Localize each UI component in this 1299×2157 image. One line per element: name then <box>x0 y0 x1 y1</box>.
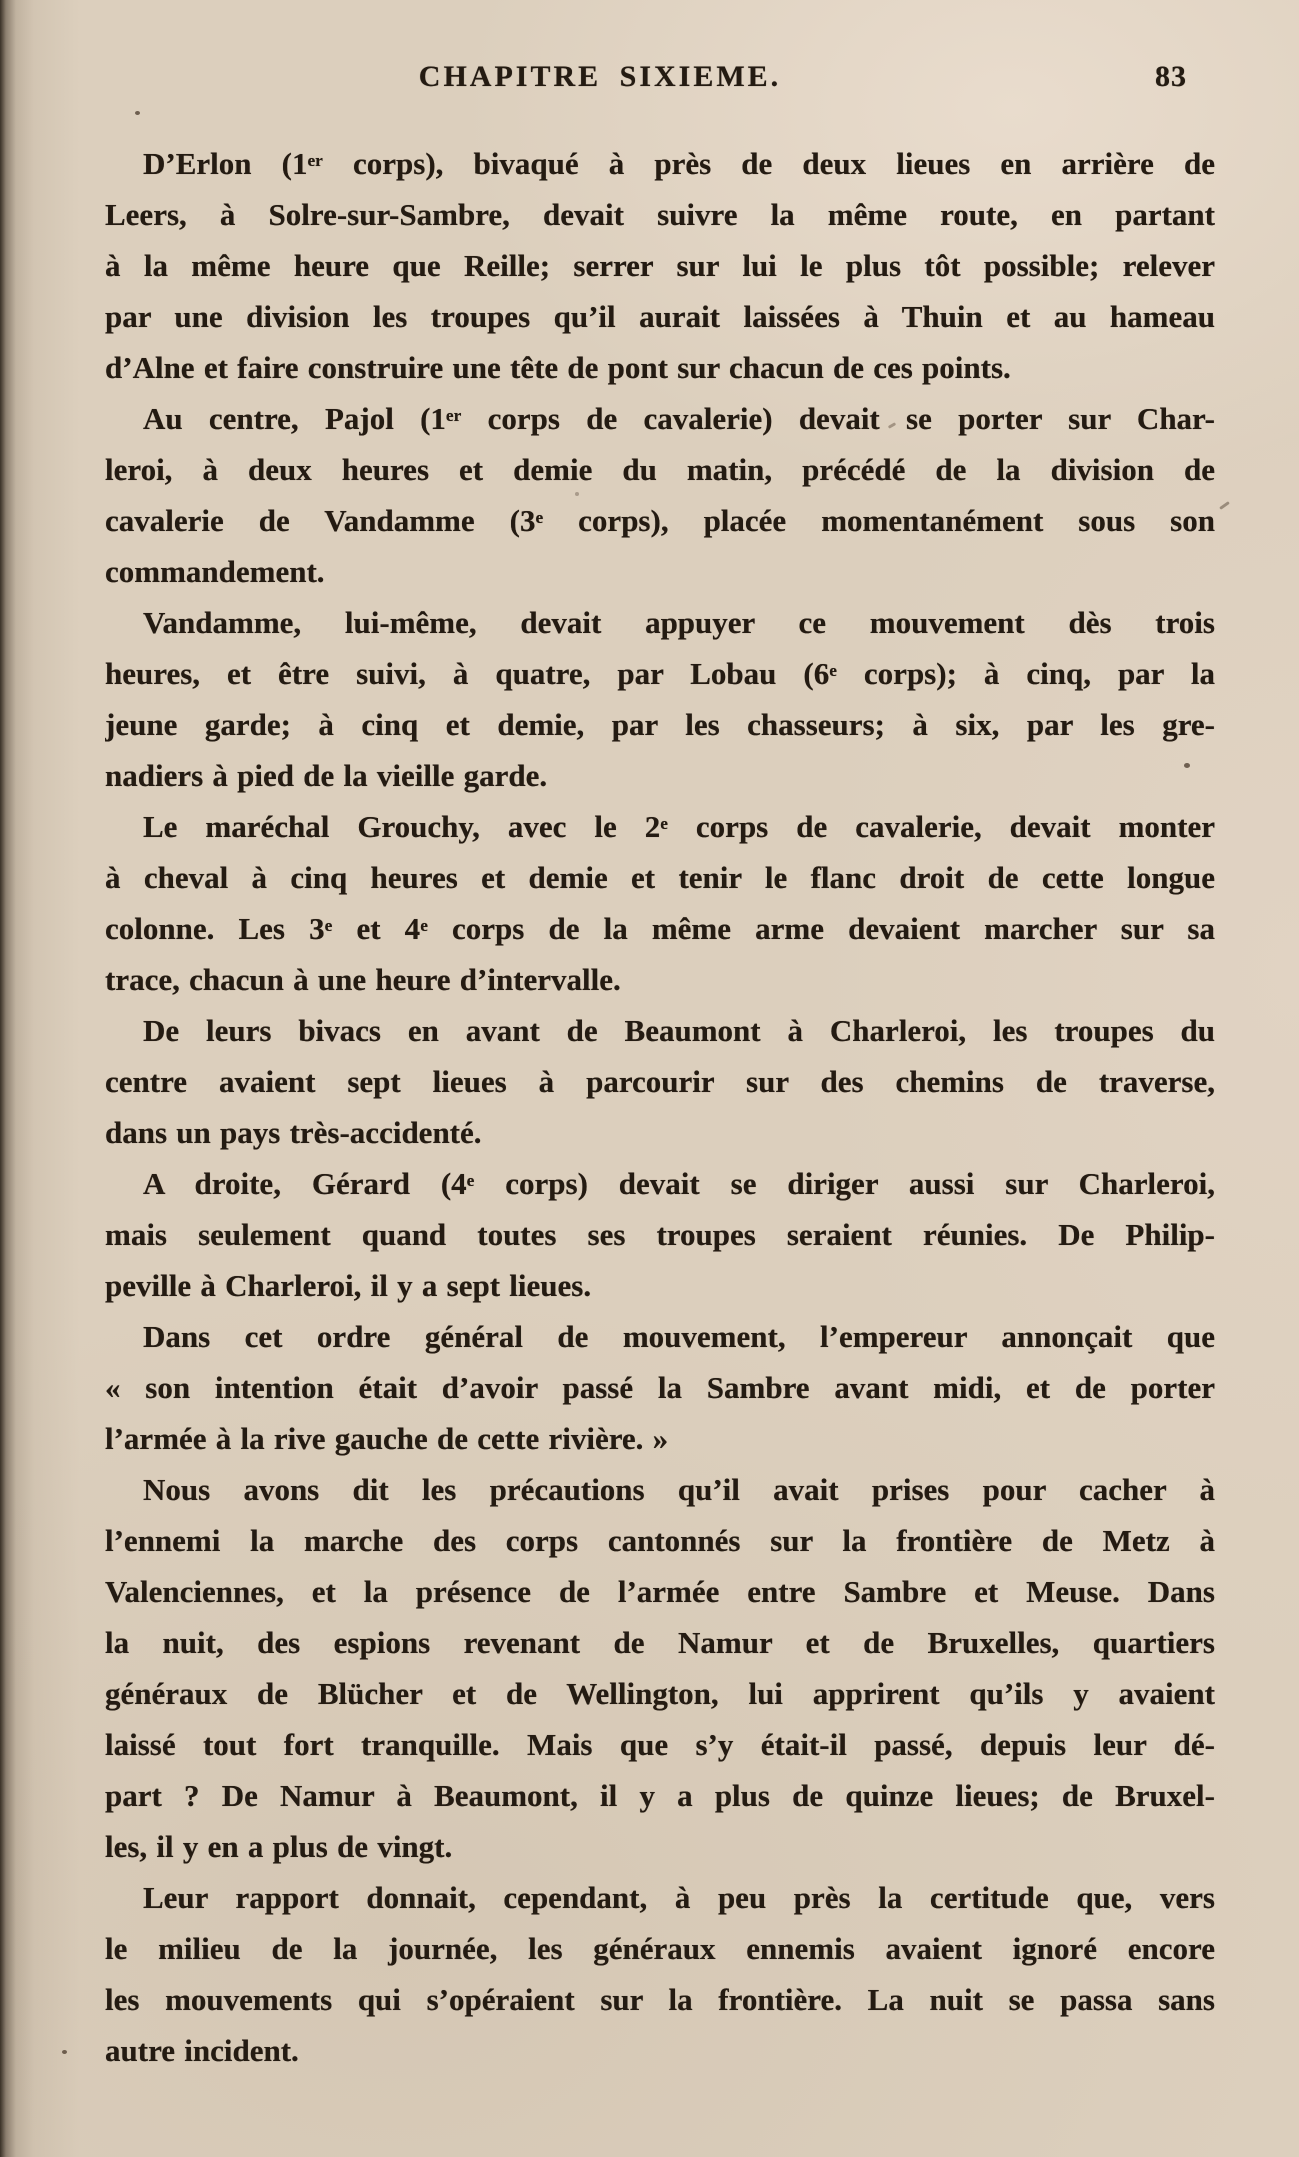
paragraph <box>105 1464 1215 1872</box>
text-line: jeune garde; à cinq et demie, par les chasseurs; à six, par les gre- <box>105 707 1215 742</box>
text-line: Leur rapport donnait, cependant, à peu près la certitude que, vers <box>143 1880 1215 1915</box>
text-line: par une division les troupes qu’il aurait laissées à Thuin et au hameau <box>105 299 1215 334</box>
text-line: autre incident. <box>105 2033 299 2068</box>
text-line: Dans cet ordre général de mouvement, l’empereur annonçait que <box>143 1319 1215 1354</box>
text-line: D’Erlon (1er corps), bivaqué à près de deux lieues en arrière de <box>143 146 1215 181</box>
text-line: généraux de Blücher et de Wellington, lui apprirent qu’ils y avaient <box>105 1676 1215 1711</box>
paragraph <box>105 1158 1215 1311</box>
text-line: Valenciennes, et la présence de l’armée entre Sambre et Meuse. Dans <box>105 1574 1215 1609</box>
text-line: les mouvements qui s’opéraient sur la frontière. La nuit se passa sans <box>105 1982 1215 2017</box>
text-line: trace, chacun à une heure d’intervalle. <box>105 962 621 997</box>
page-number: 83 <box>1155 60 1187 93</box>
text-block <box>105 138 1215 2076</box>
text-line: l’ennemi la marche des corps cantonnés sur la frontière de Metz à <box>105 1523 1215 1558</box>
text-line: Leers, à Solre-sur-Sambre, devait suivre la même route, en partant <box>105 197 1215 232</box>
text-line: Nous avons dit les précautions qu’il avait prises pour cacher à <box>143 1472 1215 1507</box>
text-line: Le maréchal Grouchy, avec le 2e corps de cavalerie, devait monter <box>143 809 1215 844</box>
text-line: le milieu de la journée, les généraux ennemis avaient ignoré encore <box>105 1931 1215 1966</box>
text-line: la nuit, des espions revenant de Namur et de Bruxelles, quartiers <box>105 1625 1215 1660</box>
text-line: à cheval à cinq heures et demie et tenir le flanc droit de cette longue <box>105 860 1215 895</box>
text-line: centre avaient sept lieues à parcourir sur des chemins de traverse, <box>105 1064 1215 1099</box>
text-line: heures, et être suivi, à quatre, par Lobau (6e corps); à cinq, par la <box>105 656 1215 691</box>
text-line: dans un pays très-accidenté. <box>105 1115 482 1150</box>
text-line: les, il y en a plus de vingt. <box>105 1829 453 1864</box>
text-line: Au centre, Pajol (1er corps de cavalerie) devait se porter sur Char- <box>143 401 1215 436</box>
paragraph <box>105 801 1215 1005</box>
text-line: Vandamme, lui-même, devait appuyer ce mouvement dès trois <box>143 605 1215 640</box>
paper-speck <box>1219 501 1230 510</box>
paragraph <box>105 1311 1215 1464</box>
paper-speck <box>135 111 140 115</box>
text-line: colonne. Les 3e et 4e corps de la même arme devaient marcher sur sa <box>105 911 1215 946</box>
text-line: leroi, à deux heures et demie du matin, précédé de la division de <box>105 452 1215 487</box>
chapter-title: CHAPITRE SIXIEME. <box>418 60 782 93</box>
text-line: « son intention était d’avoir passé la Sambre avant midi, et de porter <box>105 1370 1215 1405</box>
paragraph <box>105 597 1215 801</box>
text-line: à la même heure que Reille; serrer sur lui le plus tôt possible; relever <box>105 248 1215 283</box>
paragraph <box>105 1005 1215 1158</box>
paragraph <box>105 393 1215 597</box>
text-line: l’armée à la rive gauche de cette rivière. » <box>105 1421 669 1456</box>
text-line: peville à Charleroi, il y a sept lieues. <box>105 1268 592 1303</box>
text-line: commandement. <box>105 554 325 589</box>
gutter-shadow <box>0 0 80 2157</box>
text-line: part ? De Namur à Beaumont, il y a plus de quinze lieues; de Bruxel- <box>105 1778 1215 1813</box>
text-line: nadiers à pied de la vieille garde. <box>105 758 548 793</box>
page-header <box>105 60 1215 104</box>
text-line: De leurs bivacs en avant de Beaumont à Charleroi, les troupes du <box>143 1013 1215 1048</box>
text-line: laissé tout fort tranquille. Mais que s’y était-il passé, depuis leur dé- <box>105 1727 1215 1762</box>
text-line: cavalerie de Vandamme (3e corps), placée momentanément sous son <box>105 503 1215 538</box>
paper-speck <box>62 2050 67 2054</box>
text-line: A droite, Gérard (4e corps) devait se diriger aussi sur Charleroi, <box>143 1166 1215 1201</box>
paragraph <box>105 138 1215 393</box>
text-line: mais seulement quand toutes ses troupes seraient réunies. De Philip- <box>105 1217 1215 1252</box>
paragraph <box>105 1872 1215 2076</box>
text-line: d’Alne et faire construire une tête de pont sur chacun de ces points. <box>105 350 1011 385</box>
